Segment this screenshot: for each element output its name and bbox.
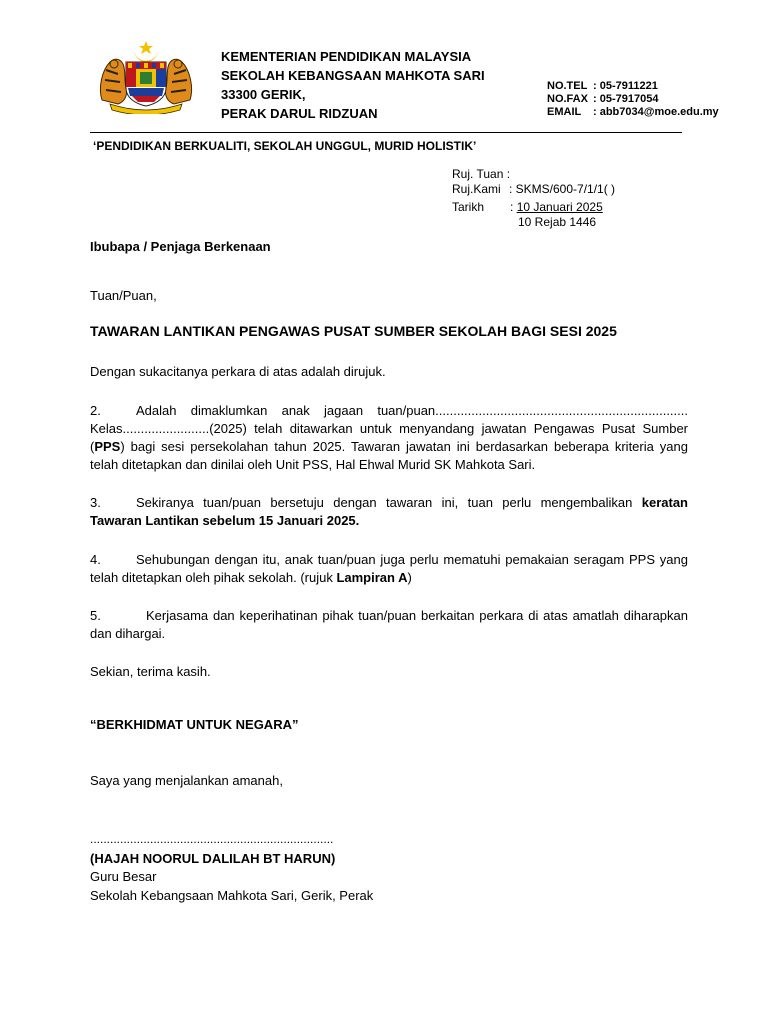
ruj-tuan-label: Ruj. Tuan : <box>452 167 511 181</box>
header-divider <box>90 132 682 133</box>
paragraph-5-text: Kerjasama dan keperihatinan pihak tuan/puan berkaitan perkara di atas amatlah diharapkan dan dihargai. <box>90 608 688 641</box>
email-value: : abb7034@moe.edu.my <box>593 106 719 118</box>
ruj-kami <box>452 181 615 197</box>
tarikh-colon: : <box>510 200 514 214</box>
paragraph-3-number: 3. <box>90 495 101 510</box>
signer-name: (HAJAH NOORUL DALILAH BT HARUN) <box>90 851 336 866</box>
paragraph-4-bold: Lampiran A <box>336 570 408 585</box>
paragraph-2-line3: ) bagi sesi persekolahan tahun 2025. Tawaran jawatan ini berdasarkan beberapa kriteria yang telah ditetapkan dan dinilai oleh Unit PSS, Hal Ehwal Murid SK Mahkota Sari. <box>90 439 688 472</box>
paragraph-2-pps: PPS <box>94 439 121 454</box>
signer-title: Guru Besar <box>90 869 157 884</box>
contact-fax <box>547 93 658 106</box>
fax-label: NO.FAX <box>547 93 588 105</box>
signature-line: ......................................................................... <box>90 832 334 846</box>
tel-label: NO.TEL <box>547 80 588 92</box>
malaysia-coat-of-arms-icon <box>96 40 196 114</box>
contact-email <box>547 106 719 119</box>
paragraph-2 <box>90 402 688 474</box>
email-label: EMAIL <box>547 106 582 118</box>
ruj-tuan <box>452 166 510 182</box>
paragraph-1: Dengan sukacitanya perkara di atas adalah dirujuk. <box>90 364 386 379</box>
paragraph-4-text: Sehubungan dengan itu, anak tuan/puan juga perlu mematuhi pemakaian seragam PPS yang telah ditetapkan oleh pihak sekolah. (rujuk <box>90 552 688 585</box>
school-name: SEKOLAH KEBANGSAAN MAHKOTA SARI <box>221 68 485 83</box>
paragraph-4-number: 4. <box>90 552 101 567</box>
slogan: “BERKHIDMAT UNTUK NEGARA” <box>90 717 299 732</box>
signer-school: Sekolah Kebangsaan Mahkota Sari, Gerik, Perak <box>90 888 374 903</box>
letter-title: TAWARAN LANTIKAN PENGAWAS PUSAT SUMBER SEKOLAH BAGI SESI 2025 <box>90 323 617 339</box>
ministry-name: KEMENTERIAN PENDIDIKAN MALAYSIA <box>221 49 472 64</box>
paragraph-2-line1: Adalah dimaklumkan anak jagaan tuan/puan...................................................................... <box>136 403 688 418</box>
paragraph-3-text: Sekiranya tuan/puan bersetuju dengan tawaran ini, tuan perlu mengembalikan <box>136 495 642 510</box>
trust-line: Saya yang menjalankan amanah, <box>90 773 283 788</box>
paragraph-4 <box>90 551 688 587</box>
fax-value: : 05-7917054 <box>593 93 659 105</box>
paragraph-5-number: 5. <box>90 608 101 623</box>
paragraph-5 <box>90 607 688 643</box>
paragraph-2-line2: Kelas........................(2025) telah ditawarkan untuk menyandang jawatan Pengawas Pusat Sumber ( <box>90 421 688 454</box>
paragraph-2-number: 2. <box>90 403 101 418</box>
paragraph-3-bold: keratan Tawaran Lantikan sebelum 15 Januari 2025. <box>90 495 688 528</box>
hijri-date: 10 Rejab 1446 <box>518 215 597 229</box>
tarikh-label: Tarikh <box>452 200 485 214</box>
tel-value: : 05-7911221 <box>593 80 658 92</box>
school-postcode-town: 33300 GERIK, <box>221 87 306 102</box>
paragraph-3 <box>90 494 688 530</box>
tarikh-value: 10 Januari 2025 <box>516 200 603 214</box>
school-state: PERAK DARUL RIDZUAN <box>221 106 378 121</box>
closing: Sekian, terima kasih. <box>90 664 211 679</box>
recipient: Ibubapa / Penjaga Berkenaan <box>90 239 271 254</box>
ruj-kami-value: : SKMS/600-7/1/1( ) <box>509 182 616 196</box>
contact-tel <box>547 80 658 93</box>
tarikh <box>452 199 603 215</box>
school-motto: ‘PENDIDIKAN BERKUALITI, SEKOLAH UNGGUL, MURID HOLISTIK’ <box>93 139 477 153</box>
paragraph-4-tail: ) <box>407 570 412 585</box>
salutation: Tuan/Puan, <box>90 288 157 303</box>
ruj-kami-label: Ruj.Kami <box>452 182 501 196</box>
